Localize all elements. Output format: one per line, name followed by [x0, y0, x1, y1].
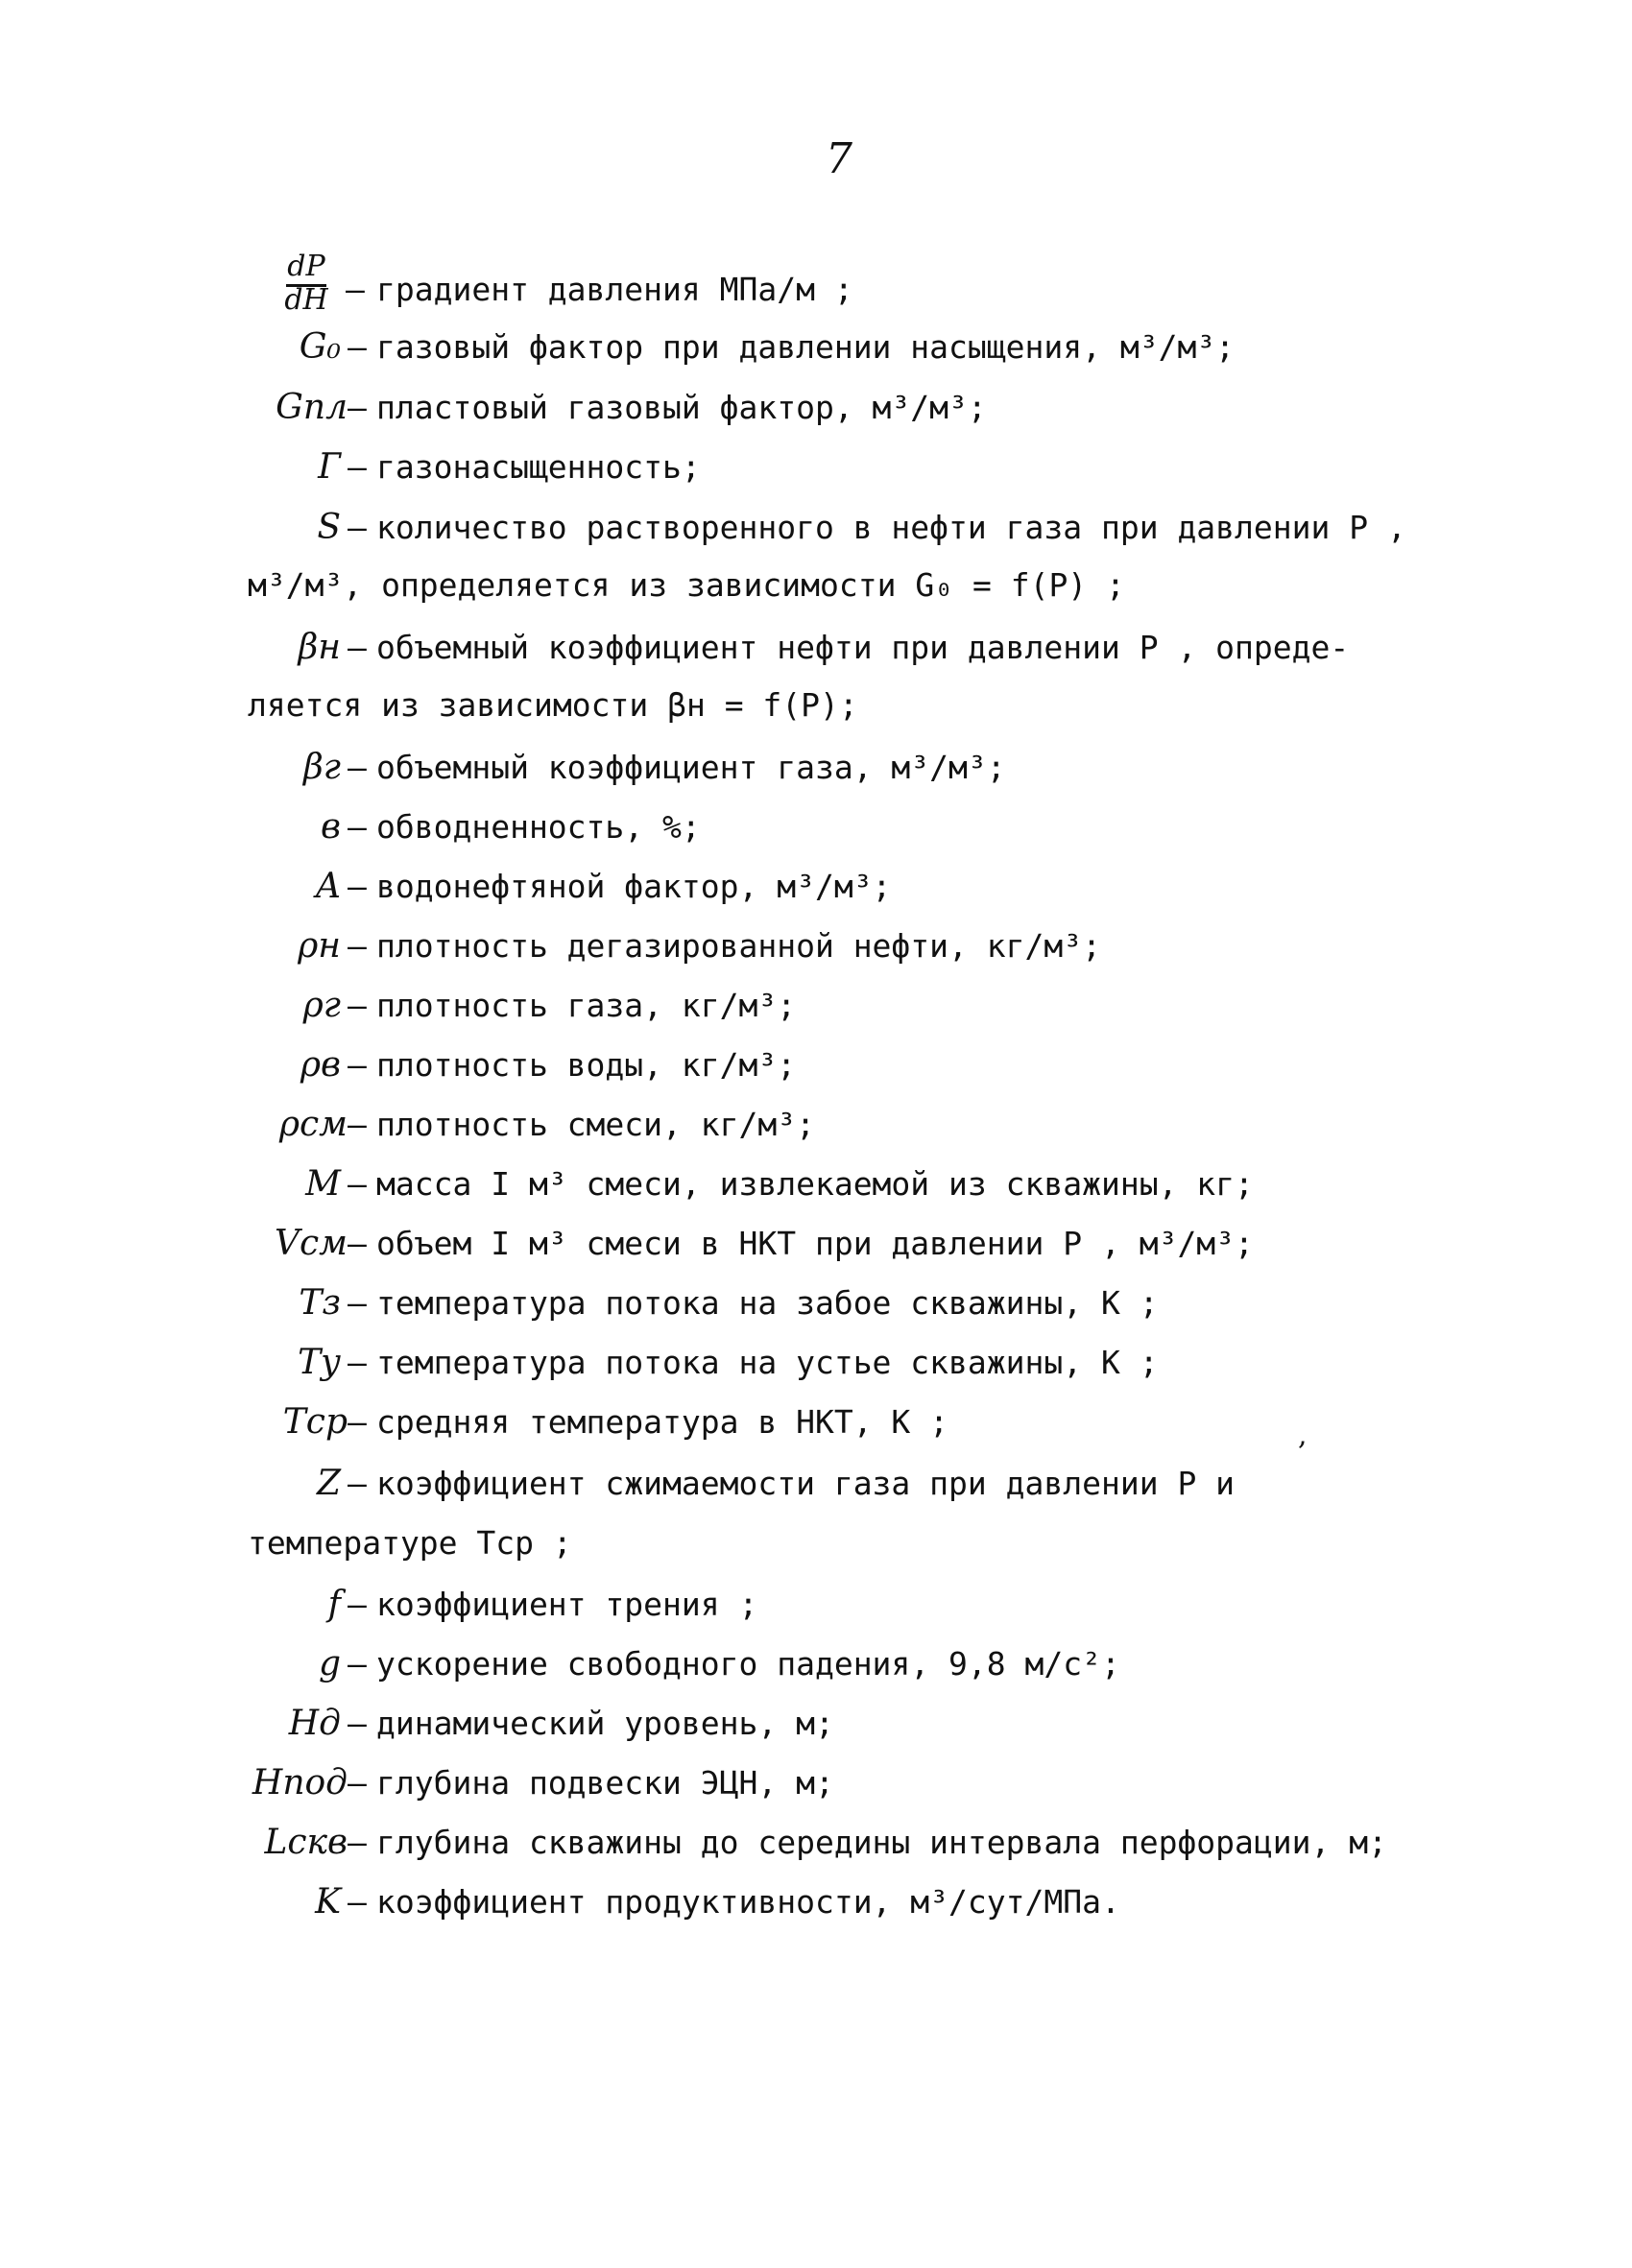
definition-text: градиент давления МПа/м ;	[376, 271, 853, 308]
definition-text: масса I м³ смеси, извлекаемой из скважины, кг;	[376, 1165, 1254, 1203]
definition-text: газонасыщенность;	[376, 448, 701, 486]
definition-text: плотность дегазированной нефти, кг/м³;	[376, 927, 1101, 965]
definition-line	[0, 1156, 1632, 1213]
definition-line	[0, 858, 1632, 916]
definition-text: температура потока на устье скважины, К ;	[376, 1344, 1159, 1381]
definition-line	[0, 1215, 1632, 1273]
dash: –	[348, 629, 367, 666]
definition-continuation	[0, 677, 1632, 734]
symbol: S	[317, 508, 341, 547]
symbol: Vсм	[274, 1224, 348, 1263]
fraction-numerator: dP	[287, 250, 325, 283]
definition-text: ускорение свободного падения, 9,8 м/с²;	[376, 1645, 1120, 1683]
definition-line	[0, 1755, 1632, 1812]
definition-line	[0, 439, 1632, 496]
dash: –	[348, 1106, 367, 1143]
dash: –	[348, 1403, 367, 1441]
fraction-denominator: dH	[284, 283, 328, 317]
definition-line	[0, 261, 1632, 319]
dash: –	[348, 1645, 367, 1683]
symbol: ρг	[302, 986, 341, 1025]
definition-line	[0, 319, 1632, 376]
dash: –	[348, 1764, 367, 1802]
definition-text: объемный коэффициент газа, м³/м³;	[376, 749, 1006, 786]
definition-text: объем I м³ смеси в НКТ при давлении P , м³/м³;	[376, 1225, 1254, 1262]
definition-line	[0, 918, 1632, 975]
continuation-text: м³/м³, определяется из зависимости G₀ = f(P) ;	[248, 566, 1125, 604]
definition-text: коэффициент продуктивности, м³/сут/МПа.	[376, 1883, 1120, 1921]
symbol: Tср	[282, 1402, 348, 1442]
definition-continuation	[0, 1515, 1632, 1572]
symbol: Tу	[298, 1343, 341, 1382]
dash: –	[348, 1824, 367, 1861]
continuation-text: температуре Tср ;	[248, 1524, 572, 1562]
definition-line	[0, 619, 1632, 677]
symbol: ρв	[300, 1045, 341, 1085]
symbol: Г	[318, 447, 341, 487]
dash: –	[348, 1705, 367, 1742]
definition-line	[0, 1037, 1632, 1094]
dash: –	[348, 1465, 367, 1502]
definition-line	[0, 1874, 1632, 1931]
definition-line	[0, 1576, 1632, 1634]
definition-text: плотность смеси, кг/м³;	[376, 1106, 815, 1143]
definition-line	[0, 739, 1632, 797]
definition-text: водонефтяной фактор, м³/м³;	[376, 868, 892, 905]
symbol: f	[327, 1585, 341, 1624]
page-number: 7	[826, 134, 852, 183]
dash: –	[348, 868, 367, 905]
dash: –	[348, 987, 367, 1024]
definition-text: средняя температура в НКТ, К ;	[376, 1403, 949, 1441]
dash: –	[348, 1225, 367, 1262]
definition-text: пластовый газовый фактор, м³/м³;	[376, 389, 987, 426]
definition-line	[0, 1695, 1632, 1753]
dash: –	[348, 328, 367, 366]
definition-text: коэффициент сжимаемости газа при давлении P и	[376, 1465, 1236, 1502]
dash: –	[348, 1046, 367, 1084]
definition-text: количество растворенного в нефти газа при давлении P ,	[376, 509, 1406, 546]
dash: –	[348, 389, 367, 426]
definition-line	[0, 1455, 1632, 1513]
definition-text: глубина подвески ЭЦН, м;	[376, 1764, 834, 1802]
definition-line	[0, 379, 1632, 437]
definition-line	[0, 499, 1632, 557]
definition-text: газовый фактор при давлении насыщения, м³/м³;	[376, 328, 1236, 366]
definition-line	[0, 1096, 1632, 1154]
symbol: K	[315, 1882, 341, 1922]
dash: –	[348, 1586, 367, 1623]
symbol: A	[316, 867, 341, 906]
symbol: βн	[298, 628, 341, 667]
symbol: Hпод	[252, 1763, 348, 1802]
definition-line	[0, 1635, 1632, 1693]
symbol: ρсм	[278, 1105, 348, 1144]
symbol: Lскв	[264, 1823, 348, 1862]
definition-line	[0, 1275, 1632, 1332]
dash: –	[348, 448, 367, 486]
definition-line	[0, 1394, 1632, 1451]
symbol: g	[318, 1644, 341, 1683]
definition-text: обводненность, %;	[376, 808, 701, 846]
symbol: βг	[302, 748, 341, 787]
definition-text: плотность газа, кг/м³;	[376, 987, 797, 1024]
definition-line	[0, 977, 1632, 1035]
symbol: Z	[316, 1464, 341, 1503]
dash: –	[348, 749, 367, 786]
dash: –	[348, 1165, 367, 1203]
dash: –	[348, 1344, 367, 1381]
definition-text: температура потока на забое скважины, К ;	[376, 1284, 1159, 1322]
stray-comma: ,	[1298, 1419, 1308, 1452]
symbol: M	[305, 1164, 341, 1204]
definition-text: динамический уровень, м;	[376, 1705, 834, 1742]
dash: –	[348, 927, 367, 965]
definition-line	[0, 1334, 1632, 1392]
symbol: G₀	[299, 327, 341, 367]
definition-continuation	[0, 557, 1632, 614]
definition-line	[0, 1814, 1632, 1872]
definition-text: коэффициент трения ;	[376, 1586, 758, 1623]
definition-text: глубина скважины до середины интервала перфорации, м;	[376, 1824, 1387, 1861]
dash: –	[348, 1883, 367, 1921]
symbol: Hд	[288, 1704, 341, 1743]
definition-text: плотность воды, кг/м³;	[376, 1046, 797, 1084]
definition-line	[0, 799, 1632, 856]
definition-text: объемный коэффициент нефти при давлении P , опреде-	[376, 629, 1350, 666]
symbol: Gпл	[276, 388, 348, 427]
dash: –	[348, 1284, 367, 1322]
dash: –	[346, 271, 365, 308]
symbol: ρн	[298, 926, 341, 966]
symbol: Tз	[299, 1283, 341, 1323]
continuation-text: ляется из зависимости βн = f(P);	[248, 686, 858, 724]
symbol: в	[321, 807, 341, 847]
dash: –	[348, 808, 367, 846]
dash: –	[348, 509, 367, 546]
